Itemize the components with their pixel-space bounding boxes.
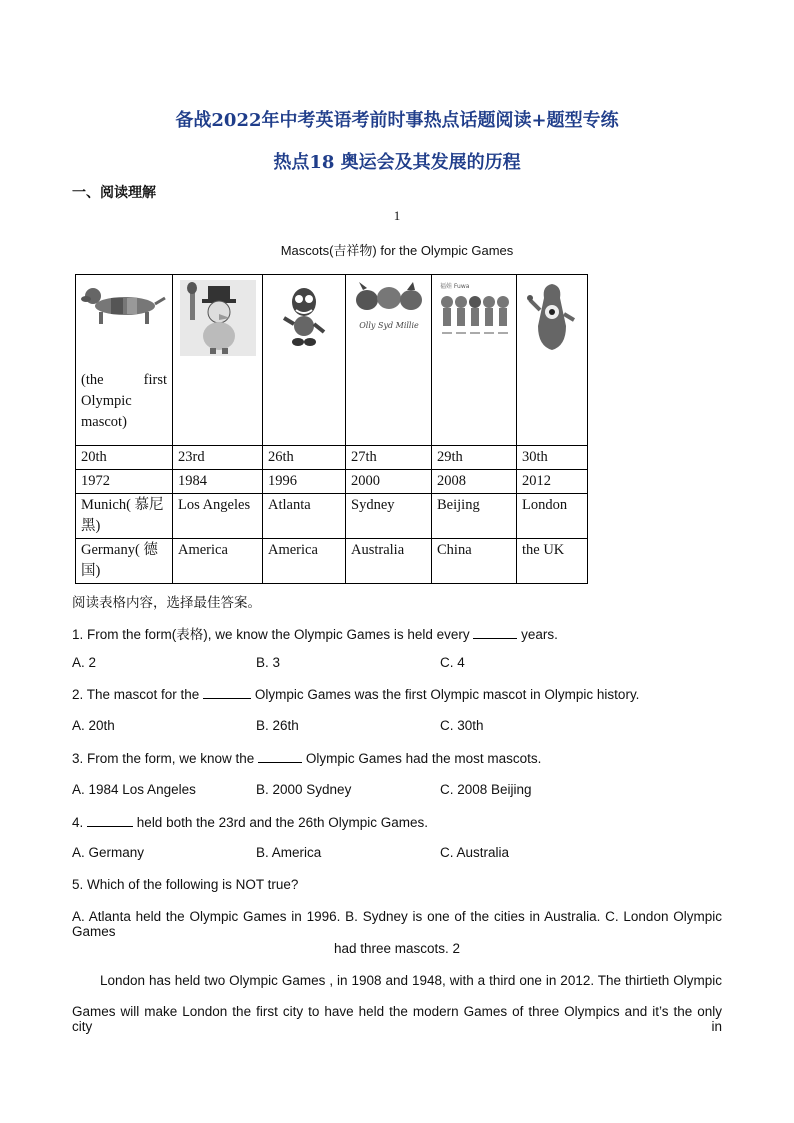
fuwa-caption: 福娃 Fuwa [440, 283, 470, 290]
table-caption: Mascots(吉祥物) for the Olympic Games [280, 243, 514, 258]
wenlock-mascot-image [526, 280, 578, 356]
table-cell: 20th [76, 446, 173, 470]
table-cell: 2012 [517, 470, 588, 494]
option-c: C. 30th [440, 718, 484, 733]
page-title: 备战2022年中考英语考前时事热点话题阅读+题型专练 [175, 110, 619, 131]
option-c: C. 2008 Beijing [440, 782, 532, 797]
table-cell: Sydney [346, 494, 432, 539]
passage2-line-2: Games will make London the first city to have held the modern Games of three Olympics and it’s the only city in [72, 1004, 722, 1034]
mascot-cell-atlanta [263, 275, 346, 446]
mascot-cell-london [517, 275, 588, 446]
question-stem: 3. From the form, we know the [72, 751, 255, 766]
table-cell: 2000 [346, 470, 432, 494]
section-heading: 一、阅读理解 [72, 185, 156, 201]
sydney-mascots-caption: Olly Syd Millie [358, 321, 419, 330]
table-cell: London [517, 494, 588, 539]
mascot-cell-los-angeles [173, 275, 263, 446]
table-cell: Atlanta [263, 494, 346, 539]
question-5: 5. Which of the following is NOT true? [72, 877, 299, 892]
question-2 [72, 686, 639, 702]
table-cell: 2008 [432, 470, 517, 494]
question-stem: 4. [72, 815, 84, 830]
table-cell: Beijing [432, 494, 517, 539]
question-stem: Olympic Games had the most mascots. [305, 751, 542, 766]
option-b: B. 2000 Sydney [256, 782, 352, 797]
table-cell: 30th [517, 446, 588, 470]
question-stem: Olympic Games was the first Olympic mascot in Olympic history. [254, 687, 640, 702]
option-a: A. 1984 Los Angeles [72, 782, 196, 797]
table-cell: 1996 [263, 470, 346, 494]
question-4 [72, 814, 428, 830]
answer-blank [258, 750, 302, 763]
passage-number: 1 [393, 208, 401, 223]
answer-blank [203, 686, 251, 699]
table-cell: Munich( 慕尼黑) [76, 494, 173, 539]
table-row-country [76, 539, 588, 584]
table-cell: America [173, 539, 263, 584]
table-row-images [76, 275, 588, 446]
table-row-year [76, 470, 588, 494]
option-c: C. 4 [440, 655, 465, 670]
question-stem: held both the 23rd and the 26th Olympic Games. [136, 815, 428, 830]
table-cell: 26th [263, 446, 346, 470]
option-c: C. Australia [440, 845, 510, 860]
table-cell: the UK [517, 539, 588, 584]
table-cell: 27th [346, 446, 432, 470]
table-cell: 1984 [173, 470, 263, 494]
question-1 [72, 623, 558, 643]
izzy-mascot-image [274, 280, 334, 350]
sydney-mascots-image [353, 280, 425, 332]
option-a: A. Germany [72, 845, 145, 860]
option-b: B. America [256, 845, 322, 860]
question-5-options: A. Atlanta held the Olympic Games in 1996. B. Sydney is one of the cities in Australia. C. London Olympic Games [72, 909, 722, 939]
table-cell: 29th [432, 446, 517, 470]
answer-blank [473, 626, 517, 639]
question-stem: 2. The mascot for the [72, 687, 200, 702]
option-b: B. 26th [256, 718, 299, 733]
option-b: B. 3 [256, 655, 281, 670]
question-stem: 1. From the form(表格), we know the Olympic Games is held every [72, 627, 470, 642]
table-cell: Australia [346, 539, 432, 584]
table-cell: Los Angeles [173, 494, 263, 539]
answer-blank [87, 814, 133, 827]
table-cell: Germany( 德国) [76, 539, 173, 584]
option-a: A. 2 [72, 655, 97, 670]
table-cell: 1972 [76, 470, 173, 494]
passage2-line-1: London has held two Olympic Games , in 1908 and 1948, with a third one in 2012. The thirtieth Olympic [100, 973, 722, 988]
question-5-options-continued: had three mascots. 2 [333, 941, 461, 956]
mascot-cell-munich [76, 275, 173, 446]
table-row-city [76, 494, 588, 539]
mascot-table [75, 274, 588, 584]
sam-eagle-image [180, 280, 256, 356]
table-cell: 23rd [173, 446, 263, 470]
mascot-cell-beijing [432, 275, 517, 446]
fuwa-mascots-image [438, 280, 510, 346]
table-row-edition [76, 446, 588, 470]
page-subtitle: 热点18 奥运会及其发展的历程 [273, 152, 521, 173]
table-cell: China [432, 539, 517, 584]
first-mascot-note: (the first Olympic mascot) [81, 372, 167, 430]
question-stem: years. [521, 627, 558, 642]
waldi-dachshund-image [81, 280, 167, 330]
question-3 [72, 750, 541, 766]
mascot-cell-sydney [346, 275, 432, 446]
option-a: A. 20th [72, 718, 115, 733]
instruction-text: 阅读表格内容，选择最佳答案。 [72, 595, 261, 610]
table-cell: America [263, 539, 346, 584]
